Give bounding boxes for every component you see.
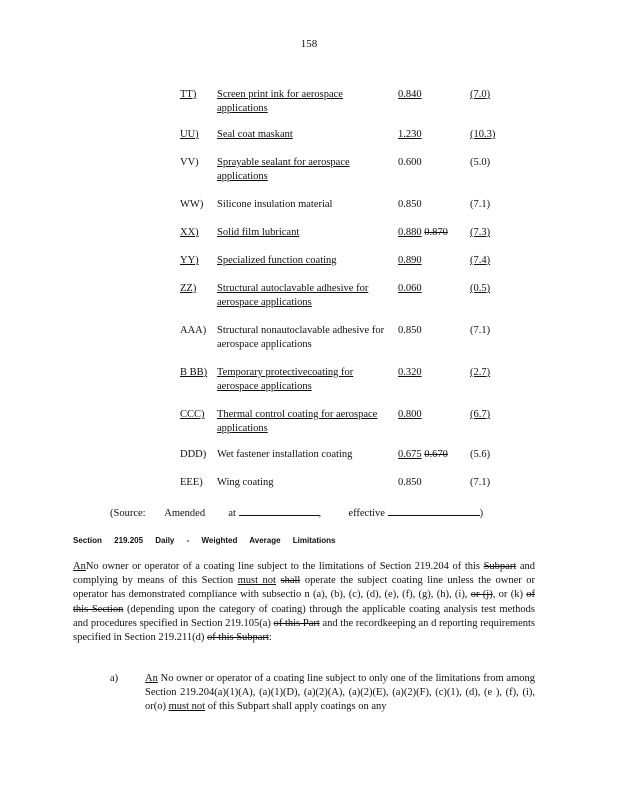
row-description: Thermal control coating for aerospace applications [217,409,378,434]
row-limit-lb: (2.7) [470,367,491,378]
row-id: XX) [180,227,199,238]
row-description: Screen print ink for aerospace applications [217,89,343,114]
row-limit-new-value: 0.890 [398,255,422,266]
row-id: ZZ) [180,283,197,294]
row-limit-kg [398,128,422,142]
row-description: Solid film lubricant [217,227,300,238]
subsection-a-label: a) [110,673,119,684]
row-limit-kg [398,282,422,296]
row-id: AAA) [180,325,207,336]
row-limit-lb: (7.1) [470,477,491,488]
source-amended: Amended [164,508,206,519]
row-limit-kg [398,408,422,422]
para-text-2: and complying by means of this Section [73,561,536,587]
row-limit-kg [398,448,448,462]
para-deleted-of-this-subpart: of this Subpart [207,632,269,644]
subsection-a-inserted-an: An [145,673,158,684]
source-open: (Source: [110,508,146,519]
row-id: YY) [180,255,199,266]
para-deleted-shall: shall [280,575,301,587]
row-limit-lb: (6.7) [470,409,491,420]
row-limit-lb: (7.4) [470,255,491,266]
row-limit-kg [398,88,422,102]
row-limit-new-value: 0.880 [398,227,422,238]
para-deleted-or-j: or (j) [470,589,493,601]
row-limit-lb: (7.1) [470,199,491,210]
row-limit-new-value: 0.840 [398,89,422,100]
row-id: WW) [180,199,204,210]
row-limit-kg [398,366,422,380]
row-limit-kg [398,226,448,240]
para-text-6: and the recordkeeping an d reporting requirements specified in Section 219.211(d) [73,617,535,644]
row-limit-new-value: 0.850 [398,325,422,336]
row-id: VV) [180,157,199,168]
source-date-blank [239,505,319,516]
source-effective: effective [348,508,385,519]
row-limit-lb: (7.0) [470,89,491,100]
row-limit-lb: (7.1) [470,325,491,336]
para-text-1: No owner or operator of a coating line subject to the limitations of Section 219.204 of this [85,561,480,572]
row-description: Sprayable sealant for aerospace applications [217,157,350,182]
row-id: DDD) [180,449,207,460]
row-id: CCC) [180,409,205,420]
row-limit-deleted-value: 0.670 [424,449,448,460]
row-limit-new-value: 1.230 [398,129,422,140]
row-limit-new-value: 0.675 [398,449,422,460]
row-description: Structural nonautoclavable adhesive for aerospace applications [217,325,385,350]
section-heading: Section 219.205 Daily - Weighted Average Limitations [73,536,336,545]
source-effective-blank [388,505,480,516]
row-limit-new-value: 0.600 [398,157,422,168]
subsection-a-text-1: No owner or operator of a coating line subject to only one of the limitations from among Section 219.204(a)(1)(A), (a)(1)(D), (a)(2)(A), (a)(2)(E), (a)(2)(F), (c)(1), (d), (e ), (f), (i), or(o) [145,673,536,713]
para-text-3: operate the subject coating line unless the owner or operator has demonstrated compliance with subsectio n (a), (b), (c), (d), (e), (f), (g), (h), (i), [73,575,535,601]
para-text-7: : [268,632,272,644]
row-id: EEE) [180,477,203,488]
row-limit-new-value: 0.800 [398,409,422,420]
row-limit-new-value: 0.060 [398,283,422,294]
subsection-a-text-2: of this Subpart shall apply coatings on any [207,701,387,713]
row-description: Seal coat maskant [217,129,293,140]
source-at: at [228,508,236,519]
row-limit-kg [398,198,422,212]
para-inserted-must-not: must not [237,575,276,587]
source-close: ) [479,508,484,519]
row-limit-deleted-value: 0.870 [424,227,448,238]
para-deleted-of-this-part: of this Part [273,617,320,629]
row-limit-new-value: 0.850 [398,199,422,210]
row-limit-lb: (0.5) [470,283,491,294]
row-limit-kg [398,254,422,268]
row-description: Wing coating [217,477,274,488]
para-inserted-an: An [73,561,86,572]
page-number: 158 [300,38,318,50]
row-description: Structural autoclavable adhesive for aerospace applications [217,283,369,308]
subsection-a-inserted-must-not: must not [168,701,206,713]
para-text-4: , or (k) [492,589,523,601]
row-limit-new-value: 0.850 [398,477,422,488]
row-limit-kg [398,324,422,338]
row-limit-lb: (5.6) [470,449,491,460]
row-description: Specialized function coating [217,255,337,266]
row-limit-lb: (7.3) [470,227,491,238]
row-limit-new-value: 0.320 [398,367,422,378]
source-comma: , [318,508,322,519]
row-limit-lb: (5.0) [470,157,491,168]
row-description: Wet fastener installation coating [217,449,353,460]
para-deleted-of-this-section: of this Section [73,589,536,615]
para-text-5: (depending upon the category of coating) through the applicable coating analysis test methods and procedures specified in Section 219.105(a) [73,603,536,629]
row-id: B BB) [180,367,208,378]
row-limit-kg [398,156,422,170]
section-paragraph [73,560,535,645]
para-deleted-subpart: Subpart [483,561,517,572]
row-limit-lb: (10.3) [470,129,496,140]
source-note [110,505,483,519]
row-id: UU) [180,129,199,140]
subsection-a-text [145,672,535,715]
row-description: Temporary protectivecoating for aerospace applications [217,367,354,392]
row-description: Silicone insulation material [217,199,333,210]
row-limit-kg [398,476,422,490]
row-id: TT) [180,89,197,100]
